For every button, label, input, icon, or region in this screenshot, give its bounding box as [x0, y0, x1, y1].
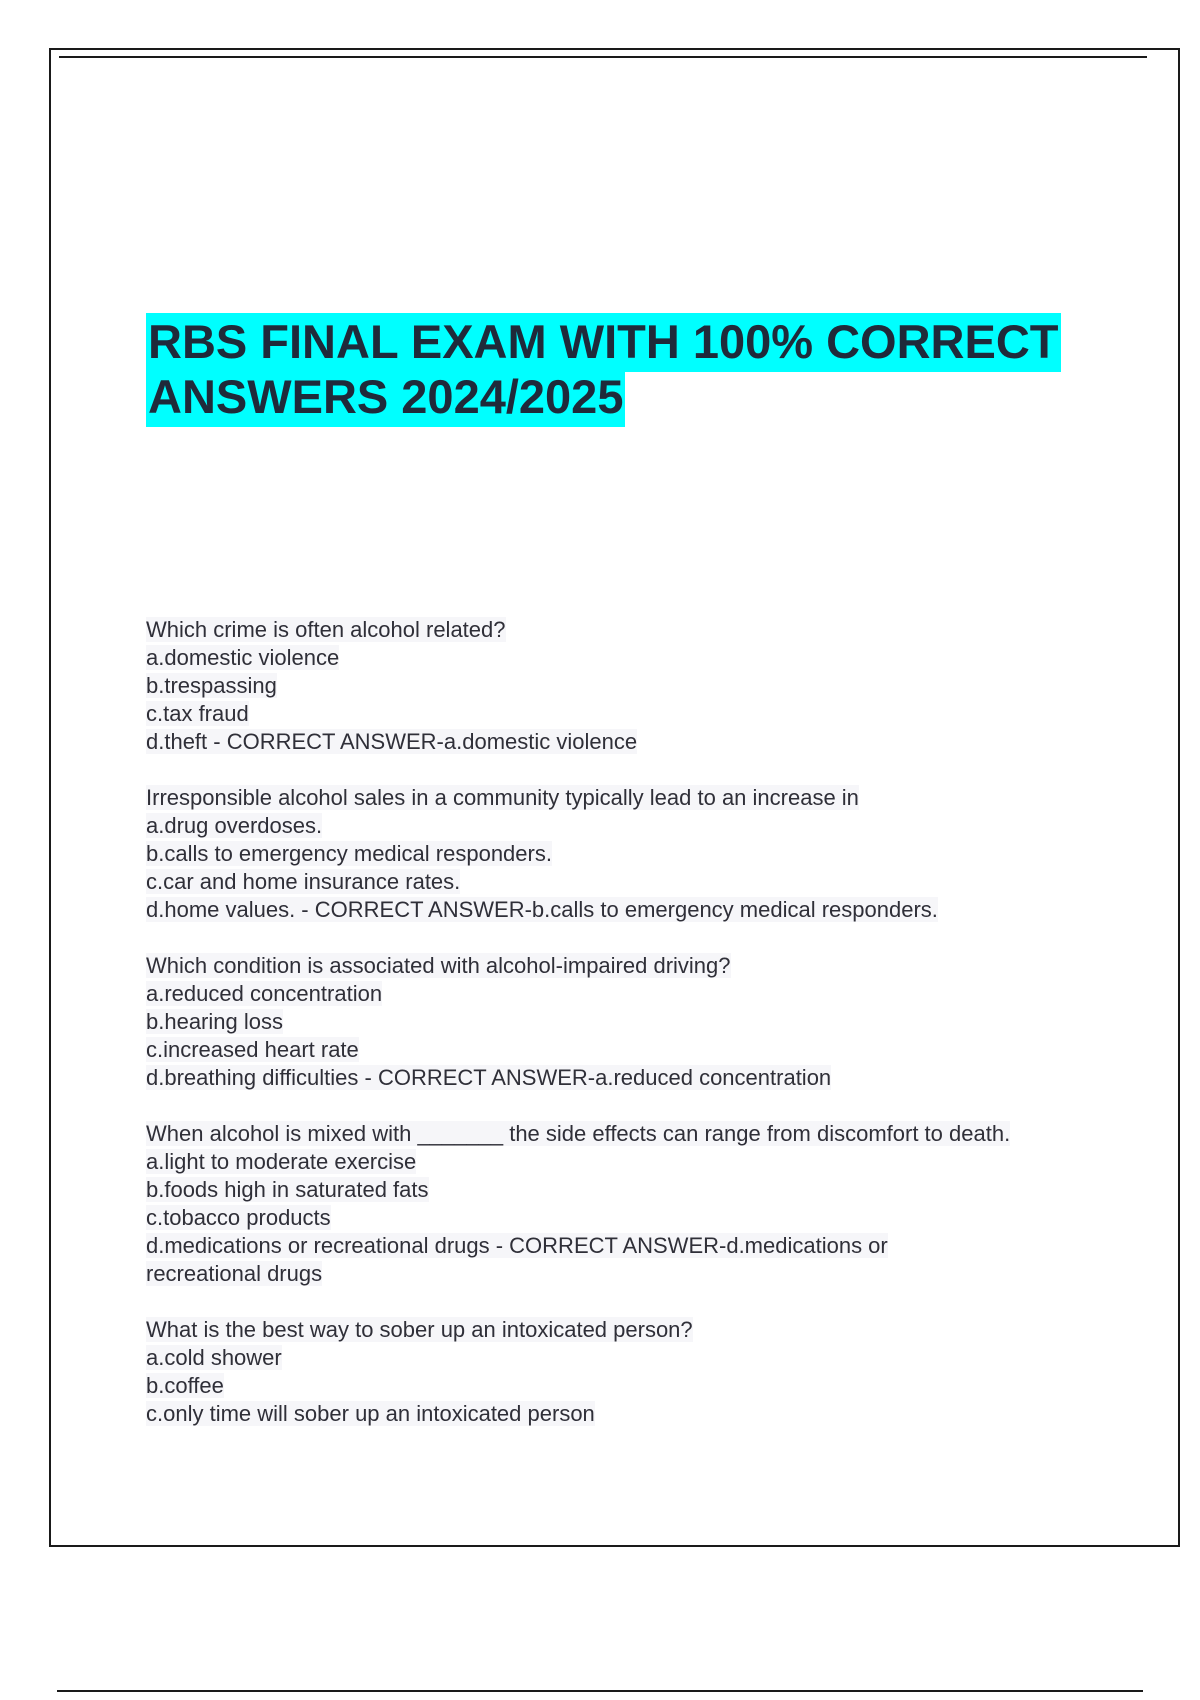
- answer-option-with-correct-answer: d.breathing difficulties - CORRECT ANSWER-a.reduced concentration: [146, 1065, 832, 1090]
- answer-option: a.domestic violence: [146, 645, 340, 670]
- title-line-2: ANSWERS 2024/2025: [146, 368, 625, 427]
- question-list: [146, 616, 1156, 1456]
- answer-option: a.cold shower: [146, 1345, 282, 1370]
- answer-option: c.tobacco products: [146, 1205, 331, 1230]
- document-title: [146, 314, 1136, 424]
- question-block: [146, 952, 1156, 1092]
- answer-option: b.calls to emergency medical responders.: [146, 841, 552, 866]
- question-text: What is the best way to sober up an intoxicated person?: [146, 1317, 693, 1342]
- answer-option: c.increased heart rate: [146, 1037, 359, 1062]
- answer-option: b.trespassing: [146, 673, 277, 698]
- top-rule: [59, 56, 1147, 58]
- title-line-1: RBS FINAL EXAM WITH 100% CORRECT: [146, 313, 1061, 372]
- answer-option: c.tax fraud: [146, 701, 249, 726]
- answer-option: a.light to moderate exercise: [146, 1149, 417, 1174]
- answer-option-with-correct-answer: d.home values. - CORRECT ANSWER-b.calls to emergency medical responders.: [146, 897, 938, 922]
- question-block: [146, 1316, 1156, 1428]
- answer-option: a.drug overdoses.: [146, 813, 323, 838]
- answer-option: a.reduced concentration: [146, 981, 383, 1006]
- bottom-rule: [57, 1690, 1143, 1692]
- question-block: [146, 616, 1156, 756]
- question-text: Which crime is often alcohol related?: [146, 617, 506, 642]
- question-block: [146, 784, 1156, 924]
- answer-option: c.car and home insurance rates.: [146, 869, 461, 894]
- answer-option: b.coffee: [146, 1373, 224, 1398]
- question-block: [146, 1120, 1156, 1288]
- question-text: Which condition is associated with alcohol-impaired driving?: [146, 953, 731, 978]
- page-frame: [49, 48, 1180, 1547]
- answer-option-with-correct-answer: d.medications or recreational drugs - CORRECT ANSWER-d.medications or: [146, 1233, 888, 1258]
- answer-continuation: recreational drugs: [146, 1261, 323, 1286]
- answer-option: b.foods high in saturated fats: [146, 1177, 429, 1202]
- question-text: Irresponsible alcohol sales in a community typically lead to an increase in: [146, 785, 859, 810]
- answer-option: b.hearing loss: [146, 1009, 283, 1034]
- answer-option: c.only time will sober up an intoxicated person: [146, 1401, 595, 1426]
- question-text: When alcohol is mixed with _______ the side effects can range from discomfort to death.: [146, 1121, 1011, 1146]
- answer-option-with-correct-answer: d.theft - CORRECT ANSWER-a.domestic violence: [146, 729, 638, 754]
